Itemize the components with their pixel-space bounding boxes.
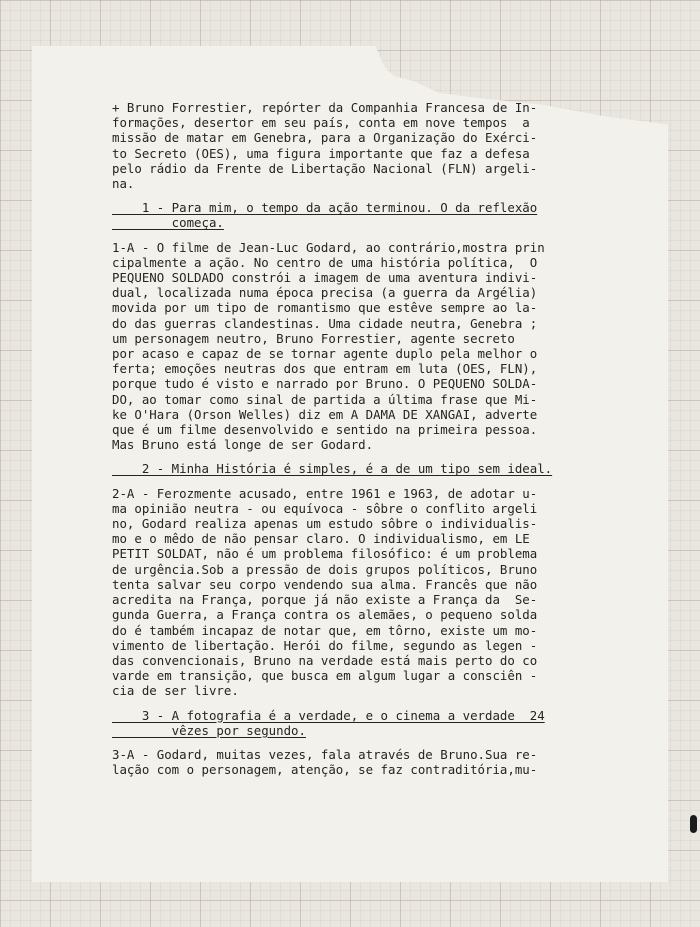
paragraph-3a [112, 747, 602, 777]
heading-line: vêzes por segundo. [112, 722, 306, 738]
paragraph-line: porque tudo é visto e narrado por Bruno. O PEQUENO SOLDA- [112, 376, 538, 392]
paragraph-line: acredita na França, porque já não existe a França da Se- [112, 592, 538, 608]
paragraph-line: das convencionais, Bruno na verdade está mais perto do co [112, 652, 538, 668]
intro-line: na. [112, 176, 135, 192]
intro-line: to Secreto (OES), uma figura importante que faz a defesa [112, 145, 530, 161]
paragraph-line: ferta; emoções neutras dos que entram em luta (OES, FLN), [112, 361, 538, 377]
paragraph-line: ke O'Hara (Orson Welles) diz em A DAMA DE XANGAI, adverte [112, 406, 538, 422]
paragraph-line: de urgência.Sob a pressão de dois grupos políticos, Bruno [112, 561, 538, 577]
intro-line: pelo rádio da Frente de Libertação Nacional (FLN) argeli- [112, 160, 538, 176]
paragraph-2a [112, 486, 602, 699]
section-heading-2 [112, 461, 602, 476]
paragraph-line: 3-A - Godard, muitas vezes, fala através de Bruno.Sua re- [112, 746, 538, 762]
binder-hole [690, 815, 697, 833]
paragraph-line: um personagem neutro, Bruno Forrestier, agente secreto [112, 330, 515, 346]
paragraph-line: Mas Bruno está longe de ser Godard. [112, 437, 374, 453]
paragraph-line: 2-A - Ferozmente acusado, entre 1961 e 1963, de adotar u- [112, 485, 538, 501]
paragraph-line: lação com o personagem, atenção, se faz contraditória,mu- [112, 762, 538, 778]
paragraph-line: que é um filme desenvolvido e sentido na primeira pessoa. [112, 422, 538, 438]
paragraph-line: do é também incapaz de notar que, em tôrno, existe um mo- [112, 622, 538, 638]
paragraph-line: movida por um tipo de romantismo que estêve sempre ao la- [112, 300, 538, 316]
paragraph-line: cipalmente a ação. No centro de uma história política, O [112, 254, 538, 270]
heading-line: 3 - A fotografia é a verdade, e o cinema a verdade 24 [112, 707, 545, 723]
paragraph-line: PETIT SOLDAT, não é um problema filosófico: é um problema [112, 546, 538, 562]
page-text [112, 100, 602, 777]
intro-line: missão de matar em Genebra, para a Organização do Exérci- [112, 130, 538, 146]
intro-paragraph [112, 100, 602, 191]
paragraph-line: tenta salvar seu corpo vendendo sua alma. Francês que não [112, 576, 538, 592]
paragraph-line: do das guerras clandestinas. Uma cidade neutra, Genebra ; [112, 315, 538, 331]
paragraph-line: vimento de libertação. Herói do filme, segundo as legen - [112, 637, 538, 653]
intro-line: + Bruno Forrestier, repórter da Companhia Francesa de In- [112, 100, 538, 115]
heading-line: 2 - Minha História é simples, é a de um tipo sem ideal. [112, 461, 553, 477]
section-heading-3 [112, 708, 602, 738]
intro-line: formações, desertor em seu país, conta em nove tempos a [112, 115, 530, 131]
paragraph-line: por acaso e capaz de se tornar agente duplo pela melhor o [112, 346, 538, 362]
section-heading-1 [112, 200, 602, 230]
paragraph-line: dual, localizada numa época precisa (a guerra da Argélia) [112, 285, 538, 301]
heading-line: começa. [112, 215, 224, 231]
paragraph-line: varde em transição, que busca em algum lugar a consciên - [112, 668, 538, 684]
paragraph-line: PEQUENO SOLDADO constrói a imagem de uma aventura indivi- [112, 270, 538, 286]
paragraph-line: DO, ao tomar como sinal de partida a última frase que Mi- [112, 391, 538, 407]
paragraph-line: ma opinião neutra - ou equívoca - sôbre o conflito argeli [112, 500, 538, 516]
paragraph-line: gunda Guerra, a França contra os alemães, o pequeno solda [112, 607, 538, 623]
paragraph-line: mo e o mêdo de não pensar claro. O individualismo, em LE [112, 531, 530, 547]
paragraph-line: 1-A - O filme de Jean-Luc Godard, ao contrário,mostra prin [112, 239, 545, 255]
paragraph-line: cia de ser livre. [112, 683, 239, 699]
paragraph-line: no, Godard realiza apenas um estudo sôbre o individualis- [112, 516, 538, 532]
paragraph-1a [112, 240, 602, 453]
heading-line: 1 - Para mim, o tempo da ação terminou. O da reflexão [112, 200, 538, 216]
